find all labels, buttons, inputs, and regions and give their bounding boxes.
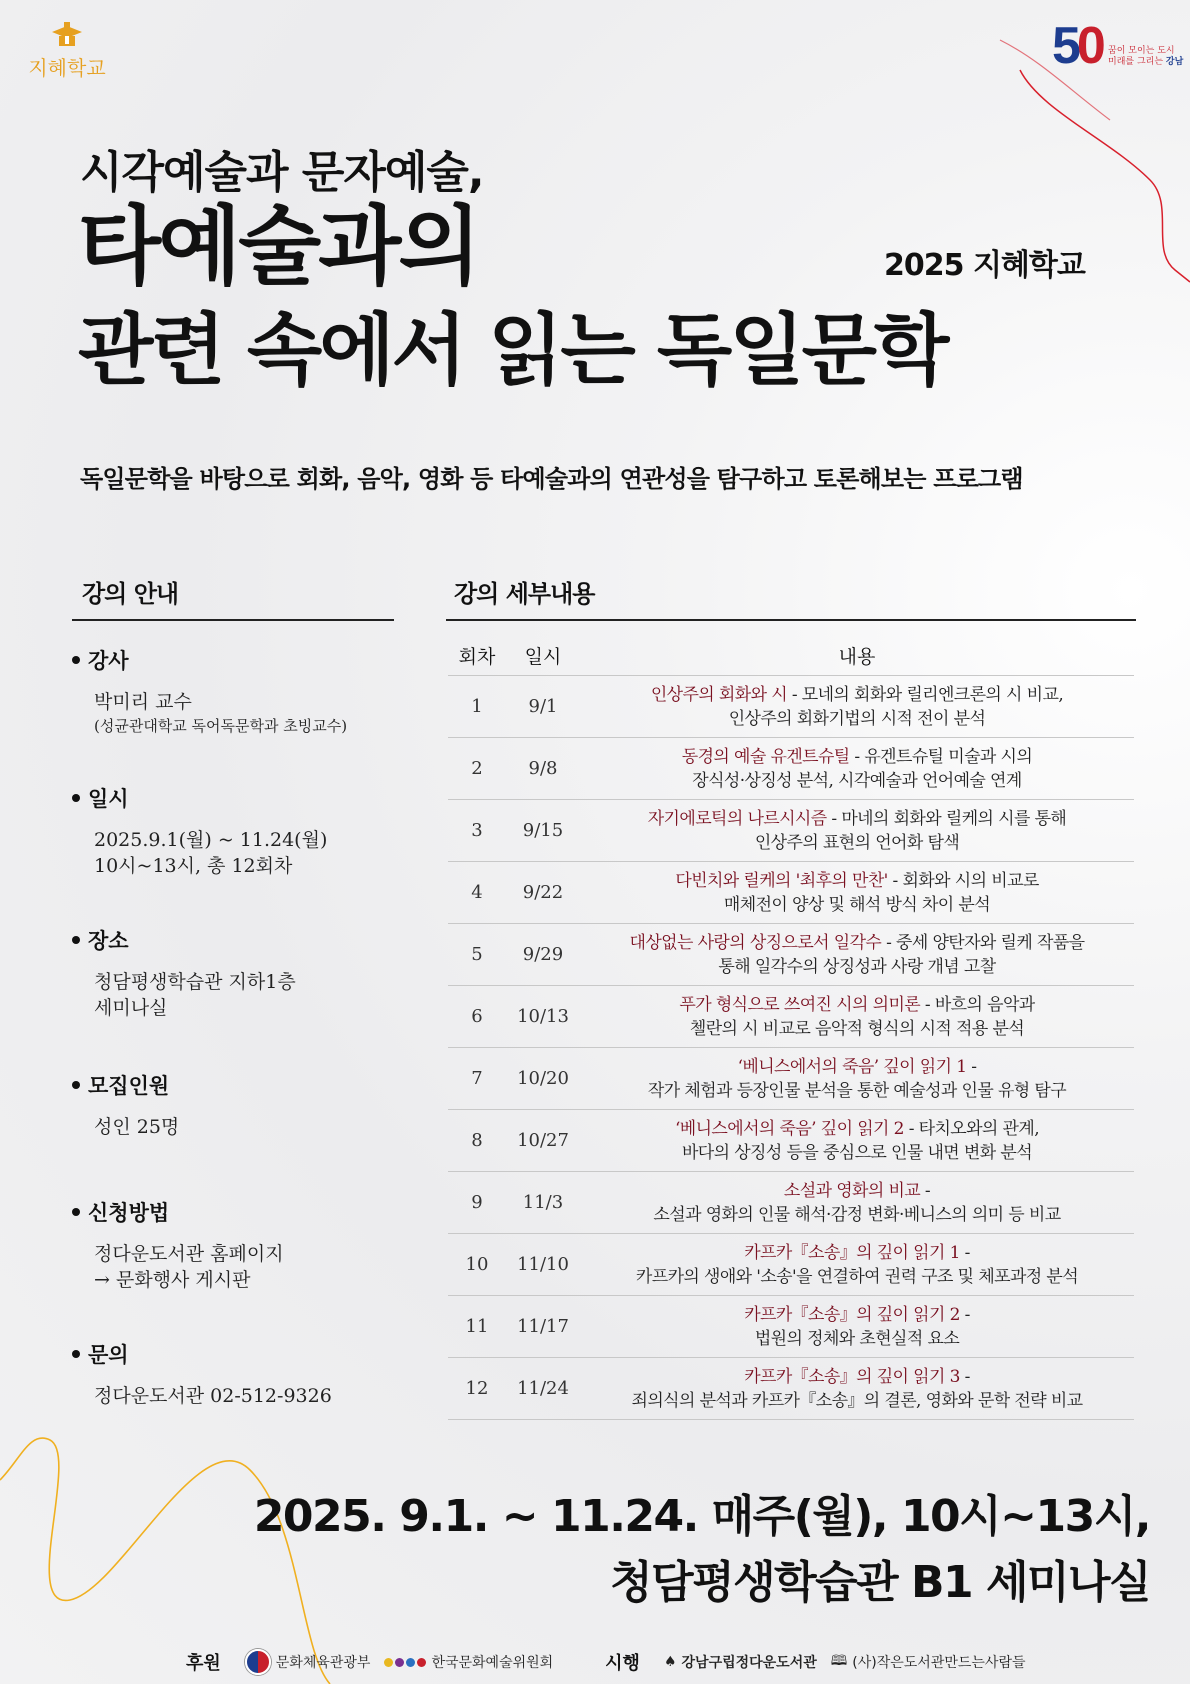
row-desc-1: - 유겐트슈틸 미술과 시의 [849,746,1033,767]
row-content [580,683,1134,731]
col-content: 내용 [838,646,876,668]
row-round: 1 [471,696,483,717]
row-round: 5 [471,944,483,965]
row-date: 9/22 [522,882,564,903]
row-desc-1: - 타치오와의 관계, [903,1118,1040,1139]
details-heading: 강의 세부내용 [454,580,595,608]
info-apply: 신청방법 정다운도서관 홈페이지 → 문화행사 게시판 [72,1197,402,1293]
row-date: 11/17 [517,1316,569,1337]
row-date: 11/10 [517,1254,569,1275]
row-content [580,1303,1134,1351]
table-row [448,1110,1134,1172]
row-desc-2: 장식성·상징성 분석, 시각예술과 언어예술 연계 [692,770,1022,791]
bullet-icon [72,1208,80,1216]
row-date: 10/13 [517,1006,569,1027]
col-date: 일시 [524,646,562,668]
logo-left-text: 지혜학교 [28,56,106,80]
logo-slogan: 꿈이 모이는 도시 미래를 그리는 강남 [1108,46,1184,67]
bullet-icon [72,1081,80,1089]
info-place: 장소 청담평생학습관 지하1층 세미나실 [72,925,402,1021]
row-title: 대상없는 사랑의 상징으로서 일각수 [629,932,882,953]
row-title: 푸가 형식으로 쓰여진 시의 의미론 [679,994,921,1015]
open-book-icon: 🕮 [830,1653,848,1669]
sponsor-label: 후원 [186,1653,221,1674]
table-body [448,676,1134,1420]
table-row [448,800,1134,862]
row-content [580,869,1134,917]
info-schedule: 일시 2025.9.1(월) ~ 11.24(월) 10시~13시, 총 12회차 [72,783,402,879]
row-date: 9/29 [522,944,564,965]
row-content [580,1117,1134,1165]
table-row [448,676,1134,738]
row-desc-1: - [959,1366,970,1387]
row-round: 8 [471,1130,483,1151]
program-subtitle: 독일문학을 바탕으로 회화, 음악, 영화 등 타예술과의 연관성을 탐구하고 토론해보는 프로그램 [80,465,1023,493]
row-desc-2: 소설과 영화의 인물 해석·감정 변화·베니스의 의미 등 비교 [653,1204,1061,1225]
row-desc-2: 첼란의 시 비교로 음악적 형식의 시적 적용 분석 [689,1018,1025,1039]
row-round: 3 [471,820,483,841]
jihye-school-logo [22,22,112,81]
row-date: 9/8 [528,758,558,779]
row-desc-1: - [959,1304,970,1325]
library-figure-icon: ♠ [663,1654,677,1670]
year-tag: 2025 지혜학교 [884,248,1085,283]
row-desc-2: 인상주의 회화기법의 시적 전이 분석 [728,708,986,729]
row-content [580,993,1134,1041]
row-round: 4 [471,882,483,903]
row-date: 10/20 [517,1068,569,1089]
row-title: 다빈치와 릴케의 '최후의 만찬' [675,870,888,891]
guide-heading: 강의 안내 [82,580,179,608]
bullet-icon [72,794,80,802]
info-contact: 문의 정다운도서관 02-512-9326 [72,1339,402,1409]
row-date: 11/24 [517,1378,569,1399]
row-round: 7 [471,1068,483,1089]
table-row [448,986,1134,1048]
row-content [580,1241,1134,1289]
row-title: ‘베니스에서의 죽음’ 깊이 읽기 1 [737,1056,967,1077]
row-content [580,931,1134,979]
sponsor-arko: 한국문화예술위원회 [384,1652,553,1672]
table-row [448,1048,1134,1110]
title-line-1: 시각예술과 문자예술, [80,147,484,198]
row-date: 10/27 [517,1130,569,1151]
table-header [448,636,1134,676]
bullet-icon [72,936,80,944]
table-row [448,1358,1134,1420]
bullet-icon [72,656,80,664]
table-row [448,1296,1134,1358]
row-desc-2: 작가 체험과 등장인물 분석을 통한 예술성과 인물 유형 탐구 [647,1080,1067,1101]
row-desc-1: - 바흐의 음악과 [920,994,1035,1015]
arko-dots-icon [384,1658,426,1667]
row-date: 9/15 [522,820,564,841]
table-row [448,924,1134,986]
host-library: ♠ 강남구립정다운도서관 [663,1654,817,1671]
row-desc-1: - [920,1180,931,1201]
row-desc-2: 인상주의 표현의 언어화 탐색 [754,832,960,853]
info-instructor: 강사 박미리 교수 (성균관대학교 독어독문학과 초빙교수) [72,645,402,737]
col-round: 회차 [458,646,496,668]
row-content [580,745,1134,793]
row-desc-1: - 모네의 회화와 릴리엔크론의 시 비교, [787,684,1064,705]
row-round: 11 [465,1316,489,1337]
row-title: 자기에로틱의 나르시시즘 [647,808,827,829]
row-desc-2: 죄의식의 분석과 카프카『소송』의 결론, 영화와 문학 전략 비교 [631,1390,1083,1411]
row-round: 9 [471,1192,483,1213]
row-title: 카프카『소송』의 깊이 읽기 3 [744,1366,960,1387]
details-divider [446,619,1136,621]
row-title: 카프카『소송』의 깊이 읽기 2 [744,1304,960,1325]
row-content [580,1055,1134,1103]
table-row [448,1172,1134,1234]
row-title: 카프카『소송』의 깊이 읽기 1 [744,1242,960,1263]
row-desc-2: 바다의 상징성 등을 중심으로 인물 내면 변화 분석 [681,1142,1033,1163]
row-title: 소설과 영화의 비교 [783,1180,921,1201]
row-desc-1: - 중세 양탄자와 릴케 작품을 [881,932,1085,953]
row-title: 인상주의 회화와 시 [650,684,788,705]
row-content [580,1179,1134,1227]
table-row [448,862,1134,924]
title-emphasis: 독일문학 [656,306,947,396]
row-content [580,1365,1134,1413]
row-desc-1: - 마네의 회화와 릴케의 시를 통해 [826,808,1067,829]
bottom-place-line: 청담평생학습관 B1 세미나실 [610,1557,1150,1608]
row-content [580,807,1134,855]
row-desc-1: - [959,1242,970,1263]
bottom-date-line: 2025. 9.1. ~ 11.24. 매주(월), 10시~13시, [253,1491,1150,1542]
lecture-table [448,636,1134,1420]
row-round: 6 [471,1006,483,1027]
gangnam-50-logo [1052,16,1182,76]
table-row [448,1234,1134,1296]
sponsor-mcst: 문화체육관광부 [245,1649,371,1675]
logo-fifty: 50 [1052,17,1102,75]
row-date: 11/3 [522,1192,564,1213]
row-desc-2: 법원의 정체와 초현실적 요소 [754,1328,960,1349]
row-title: ‘베니스에서의 죽음’ 깊이 읽기 2 [674,1118,904,1139]
host-org: 🕮 (사)작은도서관만드는사람들 [831,1650,1026,1674]
taegeuk-emblem-icon [245,1649,271,1675]
row-round: 10 [465,1254,489,1275]
host-label: 시행 [605,1653,640,1674]
bullet-icon [72,1350,80,1358]
graduation-cap-icon [50,22,84,50]
row-desc-1: - 회화와 시의 비교로 [887,870,1039,891]
title-line-2: 타예술과의 [78,197,479,297]
row-round: 2 [471,758,483,779]
row-desc-2: 매체전이 양상 및 해석 방식 차이 분석 [723,894,991,915]
footer [0,1640,1190,1684]
table-row [448,738,1134,800]
row-desc-2: 카프카의 생애와 '소송'을 연결하여 권력 구조 및 체포과정 분석 [635,1266,1079,1287]
title-line-3: 관련 속에서 읽는 독일문학 [78,306,947,396]
info-recruit: 모집인원 성인 25명 [72,1070,402,1140]
guide-divider [72,619,394,621]
row-desc-1: - [966,1056,977,1077]
row-title: 동경의 예술 유겐트슈틸 [681,746,850,767]
row-date: 9/1 [528,696,558,717]
row-desc-2: 통해 일각수의 상징성과 사랑 개념 고찰 [718,956,996,977]
row-round: 12 [465,1378,489,1399]
